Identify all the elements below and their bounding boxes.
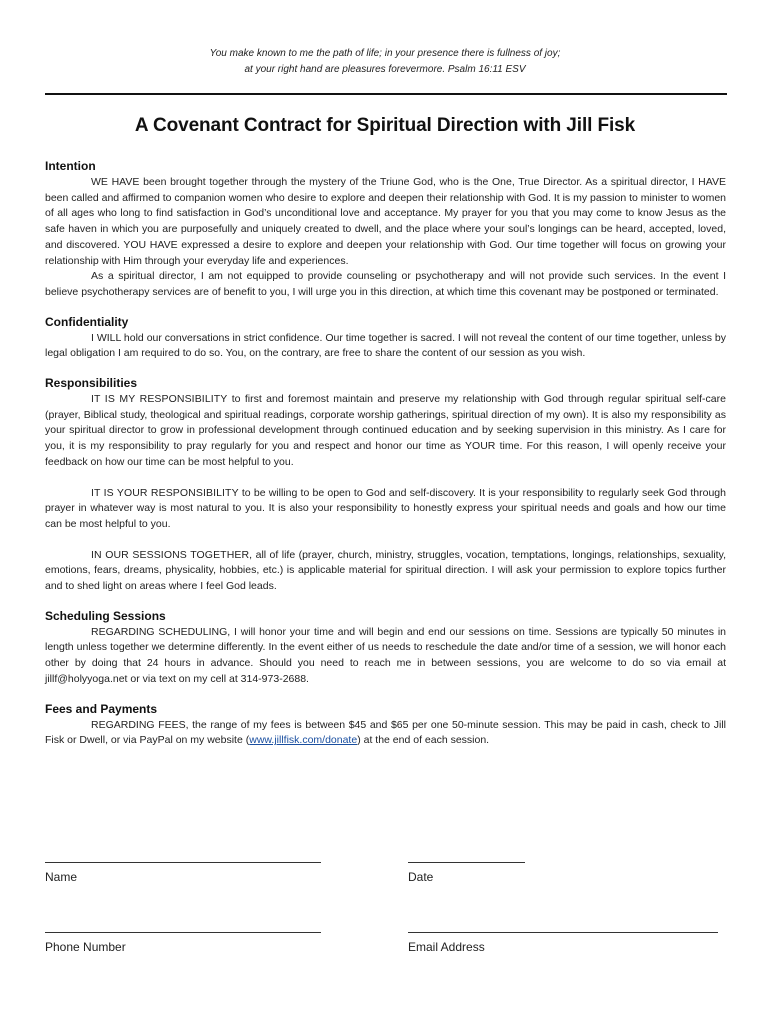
- my-responsibility-text: to first and foremost maintain and preserve my relationship with God through regular spiritual self-care (prayer, Biblical study, theological and spiritual readings, corporate worship gatherings, spiritual direction of my own). It is also my responsibility as your spiritual director to grow in professional development through continued education and by seeking supervision in this ministry. As I care for you, it is my responsibility to pray regularly for you and respect and honor our time as YOUR time. For this reason, I will openly receive your feedback on how our time can be most helpful to you.: [45, 393, 726, 468]
- phone-signature-field[interactable]: [45, 932, 321, 954]
- date-line[interactable]: [408, 862, 525, 863]
- name-label: Name: [45, 870, 78, 884]
- responsibilities-paragraph-1: [45, 392, 726, 471]
- section-confidentiality: [45, 314, 726, 362]
- epigraph: [0, 46, 770, 78]
- section-heading-fees: Fees and Payments: [45, 701, 158, 716]
- header-divider: [45, 93, 727, 95]
- sessions-together-lead: IN OUR SESSIONS TOGETHER,: [91, 548, 253, 561]
- section-responsibilities: [45, 375, 726, 595]
- name-signature-field[interactable]: [45, 862, 321, 884]
- fees-text-after: ) at the end of each session.: [357, 734, 490, 747]
- scheduling-paragraph: REGARDING SCHEDULING, I will honor your time and will begin and end our sessions on time. Sessions are typically 50 minutes in length unless together we determine differently. In the event either of us needs to reschedule the date and/or time of a session, we will honor each other by doing that 24 hours in advance. Should you need to reach me in between sessions, you are welcome to do so via email at jillf@holyyoga.net or via text on my cell at 314-973-2688.: [45, 625, 726, 685]
- phone-label: Phone Number: [45, 940, 126, 954]
- section-intention: [45, 158, 726, 301]
- intention-paragraph-2: As a spiritual director, I am not equipped to provide counseling or psychotherapy and will not provide such services. In the event I believe psychotherapy services are of benefit to you, I will urge you in this direction, at which time this covenant may be postponed or terminated.: [45, 270, 726, 298]
- email-signature-field[interactable]: [408, 932, 718, 954]
- epigraph-line-1: You make known to me the path of life; in your presence there is fullness of joy;: [209, 48, 561, 59]
- section-fees: [45, 701, 726, 749]
- document-title: A Covenant Contract for Spiritual Direction with Jill Fisk: [134, 115, 636, 136]
- intention-paragraph-1: WE HAVE been brought together through the mystery of the Triune God, who is the One, True Director. As a spiritual director, I HAVE been called and affirmed to companion women who desire to explore and deepen their relationship with God. It is my passion to minister to women of all ages who long to find satisfaction in God’s unconditional love and acceptance. My prayer for you that you may come to know Jesus as the safe haven in which you are purposefully and uniquely created to dwell, and the place where your soul’s longings can be heard, accepted, loved, and discovered. YOU HAVE expressed a desire to explore and deepen your relationship with God. Our time together will focus on growing your relationship with Him through your everyday life and experiences.: [45, 176, 726, 267]
- confidentiality-paragraph: I WILL hold our conversations in strict confidence. Our time together is sacred. I will not reveal the content of our time together, unless by legal obligation I am required to do so. You, on the contrary, are free to share the content of our session as you wish.: [45, 331, 726, 360]
- epigraph-line-2: at your right hand are pleasures forevermore. Psalm 16:11 ESV: [244, 64, 526, 75]
- fees-paragraph: [45, 718, 726, 749]
- fees-text-before: REGARDING FEES, the range of my fees is between $45 and $65 per one 50-minute session. This may be paid in cash, check to Jill Fisk or Dwell, or via PayPal on my website (: [45, 718, 726, 747]
- name-line[interactable]: [45, 862, 321, 863]
- phone-line[interactable]: [45, 932, 321, 933]
- email-label: Email Address: [408, 940, 485, 954]
- responsibilities-paragraph-3: [45, 548, 726, 595]
- document-body: [45, 158, 726, 749]
- sessions-together-text: all of life (prayer, church, ministry, struggles, vocation, temptations, longings, relationships, sexuality, emotions, fears, dreams, physicality, hobbies, etc.) is applicable material for spiritual direction. I will ask your permission to explore topics further and to shed light on areas where I feel God leads.: [45, 548, 726, 593]
- section-heading-scheduling: Scheduling Sessions: [45, 608, 166, 623]
- date-label: Date: [408, 870, 434, 884]
- your-responsibility-lead: IT IS YOUR RESPONSIBILITY: [91, 486, 239, 499]
- section-heading-responsibilities: Responsibilities: [45, 376, 138, 391]
- email-line[interactable]: [408, 932, 718, 933]
- section-scheduling: [45, 608, 726, 688]
- my-responsibility-lead: IT IS MY RESPONSIBILITY: [91, 393, 228, 406]
- section-heading-confidentiality: Confidentiality: [45, 314, 129, 329]
- responsibilities-paragraph-2: [45, 486, 726, 533]
- date-signature-field[interactable]: [408, 862, 525, 884]
- your-responsibility-text: to be willing to be open to God and self-discovery. It is your responsibility to regularly seek God through prayer in whatever way is most natural to you. It is also your responsibility to honestly express your spiritual needs and goals and how our time can be most helpful to you.: [45, 486, 726, 530]
- section-heading-intention: Intention: [45, 159, 96, 173]
- donate-link[interactable]: www.jillfisk.com/donate: [249, 734, 358, 747]
